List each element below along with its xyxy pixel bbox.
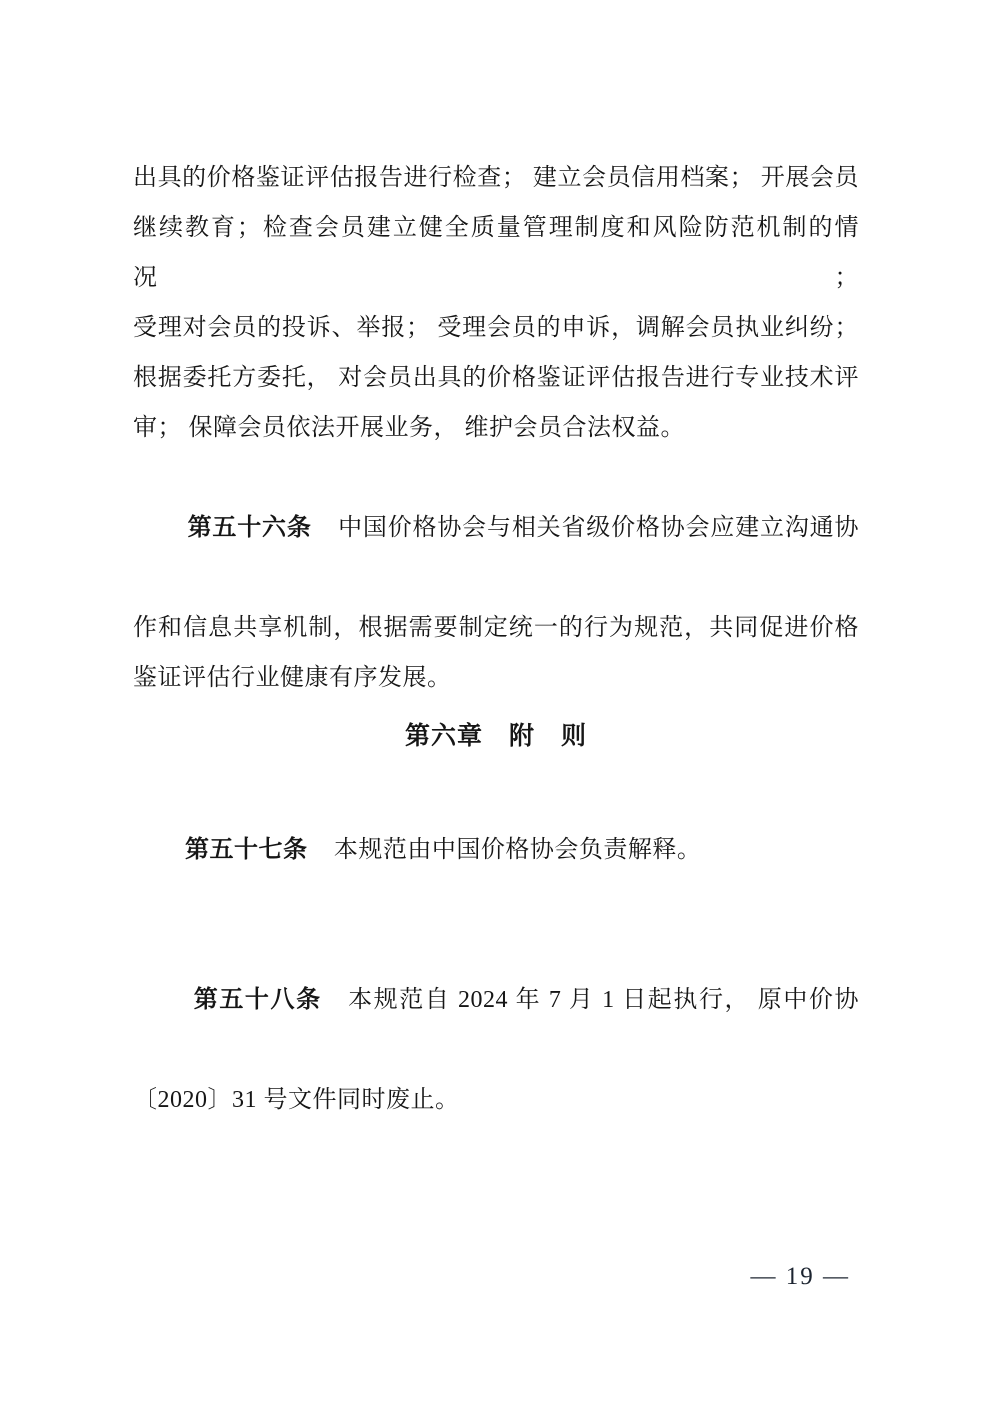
article-56-label: 第五十六条	[187, 515, 312, 541]
paragraph-article-58	[133, 925, 859, 1125]
chapter-heading: 第六章 附 则	[404, 723, 587, 750]
body-line: 受理对会员的投诉、举报； 受理会员的申诉，调解会员执业纠纷；	[133, 315, 859, 341]
article-58-label: 第五十八条	[193, 987, 322, 1013]
body-line: 审； 保障会员依法开展业务， 维护会员合法权益。	[133, 415, 685, 441]
body-line: 出具的价格鉴证评估报告进行检查； 建立会员信用档案； 开展会员	[133, 165, 859, 191]
paragraph-article-57	[133, 775, 859, 925]
article-58-text: 本规范自 2024 年 7 月 1 日起执行， 原中价协	[348, 987, 860, 1013]
article-57-text: 本规范由中国价格协会负责解释。	[333, 837, 702, 863]
body-line: 〔2020〕31 号文件同时废止。	[133, 1087, 460, 1113]
article-56-text: 中国价格协会与相关省级价格协会应建立沟通协	[338, 515, 860, 541]
body-line	[133, 775, 859, 925]
body-line: 根据委托方委托， 对会员出具的价格鉴证评估报告进行专业技术评	[133, 365, 859, 391]
body-line	[133, 453, 859, 603]
body-line: 继续教育；检查会员建立健全质量管理制度和风险防范机制的情况；	[133, 215, 859, 291]
page-footer	[751, 1261, 851, 1293]
page-content	[133, 153, 859, 1125]
article-57-label: 第五十七条	[185, 837, 308, 863]
paragraph-continuation	[133, 153, 859, 453]
page-number: — 19 —	[750, 1263, 850, 1290]
body-line: 作和信息共享机制，根据需要制定统一的行为规范，共同促进价格	[133, 615, 859, 641]
paragraph-article-56	[133, 453, 859, 703]
body-line: 鉴证评估行业健康有序发展。	[133, 665, 452, 691]
body-line	[133, 925, 859, 1075]
